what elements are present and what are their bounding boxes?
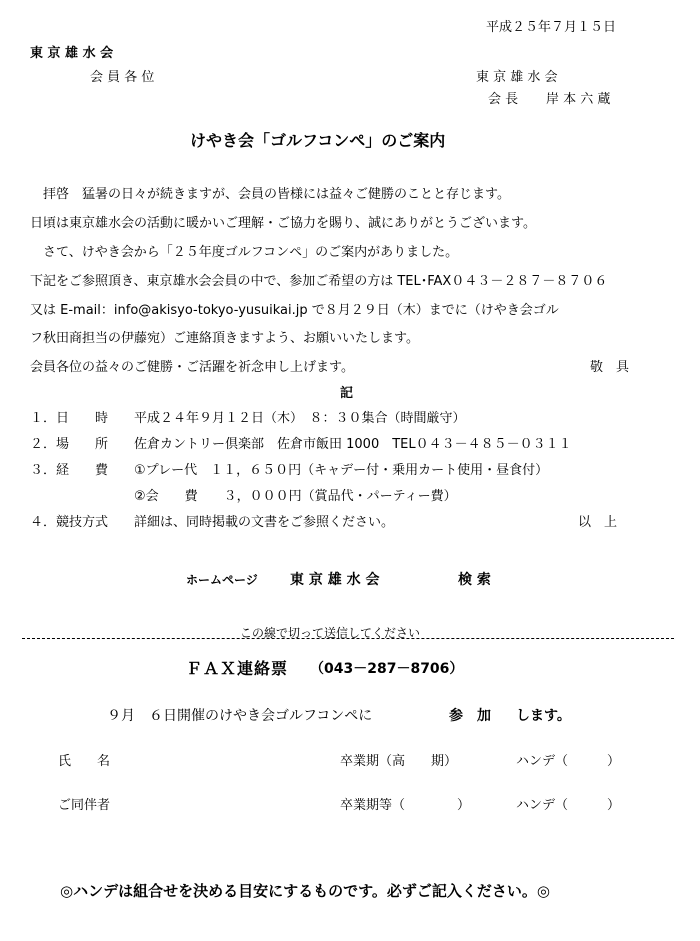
companion-grad-field[interactable]: 卒業期等（ ） [340, 798, 471, 813]
recipient-members: 会 員 各 位 [90, 70, 155, 85]
fax-statement-prefix: ９月 ６日開催のけやき会ゴルフコンペに [107, 708, 373, 724]
body-line-6: フ秋田商担当の伊藤宛）ご連絡頂きますよう、お願いいたします。 [30, 331, 419, 346]
cut-instruction: この線で切って送信してください [240, 626, 421, 640]
fax-title: ＦＡＸ連絡票 [186, 659, 289, 678]
closing-keigu: 敬 具 [590, 360, 630, 375]
companion-field-label[interactable]: ご同伴者 [58, 798, 111, 813]
homepage-search[interactable]: 検 索 [458, 572, 491, 588]
cut-dashed-line [22, 638, 674, 639]
name-field-label[interactable]: 氏 名 [58, 754, 111, 769]
homepage-label: ホームページ [186, 573, 258, 587]
fax-statement-participate: 参 加 [449, 708, 491, 724]
body-line-5: 又は E-mail：info@akisyo-tokyo-yusuikai.jp で８月２９日（木）までに（けやき会ゴル [30, 303, 559, 318]
detail-value-cost-fee: ②会 費 ３，０００円（賞品代・パーティー費） [134, 489, 457, 504]
detail-label-cost: ３．経 費 [30, 463, 109, 478]
body-line-3: さて、けやき会から「２５年度ゴルフコンペ」のご案内がありました。 [43, 245, 459, 260]
fax-number: （043－287－8706） [310, 661, 464, 677]
detail-value-format: 詳細は、同時掲載の文書をご参照ください。 [134, 515, 395, 530]
detail-label-date: １．日 時 [30, 411, 109, 426]
body-line-1: 拝啓 猛暑の日々が続きますが、会員の皆様には益々ご健勝のことと存じます。 [43, 187, 510, 202]
document-title: けやき会「ゴルフコンペ」のご案内 [190, 131, 446, 150]
detail-label-place: ２．場 所 [30, 437, 109, 452]
recipient-organization: 東 京 雄 水 会 [30, 46, 114, 61]
detail-label-format: ４．競技方式 [30, 515, 109, 530]
detail-value-place: 佐倉カントリー倶楽部 佐倉市飯田 1000 TEL０４３－４８５－０３１１ [134, 437, 572, 452]
grad-year-field[interactable]: 卒業期（高 期） [340, 754, 458, 769]
body-line-4: 下記をご参照頂き、東京雄水会会員の中で、参加ご希望の方は TEL･FAX０４３－２８７－８７０６ [30, 274, 608, 289]
handicap-note: ◎ハンデは組合せを決める目安にするものです。必ずご記入ください。◎ [60, 882, 550, 900]
detail-value-date: 平成２４年９月１２日（木） ８：３０集合（時間厳守） [134, 411, 466, 426]
closing-ijou: 以 上 [578, 515, 618, 530]
companion-handicap-field[interactable]: ハンデ（ ） [516, 798, 621, 813]
sender-name: 岸 本 六 蔵 [546, 92, 611, 107]
detail-value-cost-play: ①プレー代 １１，６５０円（キャデー付・乗用カート使用・昼食付） [134, 463, 549, 478]
sender-title: 会 長 [488, 92, 519, 107]
document-date: 平成２５年７月１５日 [486, 20, 617, 35]
sender-organization: 東 京 雄 水 会 [476, 70, 558, 85]
body-line-2: 日頃は東京雄水会の活動に暖かいご理解・ご協力を賜り、誠にありがとうございます。 [30, 216, 536, 231]
fax-statement-suffix: します。 [516, 708, 571, 724]
homepage-org[interactable]: 東 京 雄 水 会 [290, 572, 380, 588]
handicap-field[interactable]: ハンデ（ ） [516, 754, 621, 769]
body-line-7: 会員各位の益々のご健勝・ご活躍を祈念申し上げます。 [30, 360, 354, 375]
ki-heading: 記 [340, 386, 354, 401]
